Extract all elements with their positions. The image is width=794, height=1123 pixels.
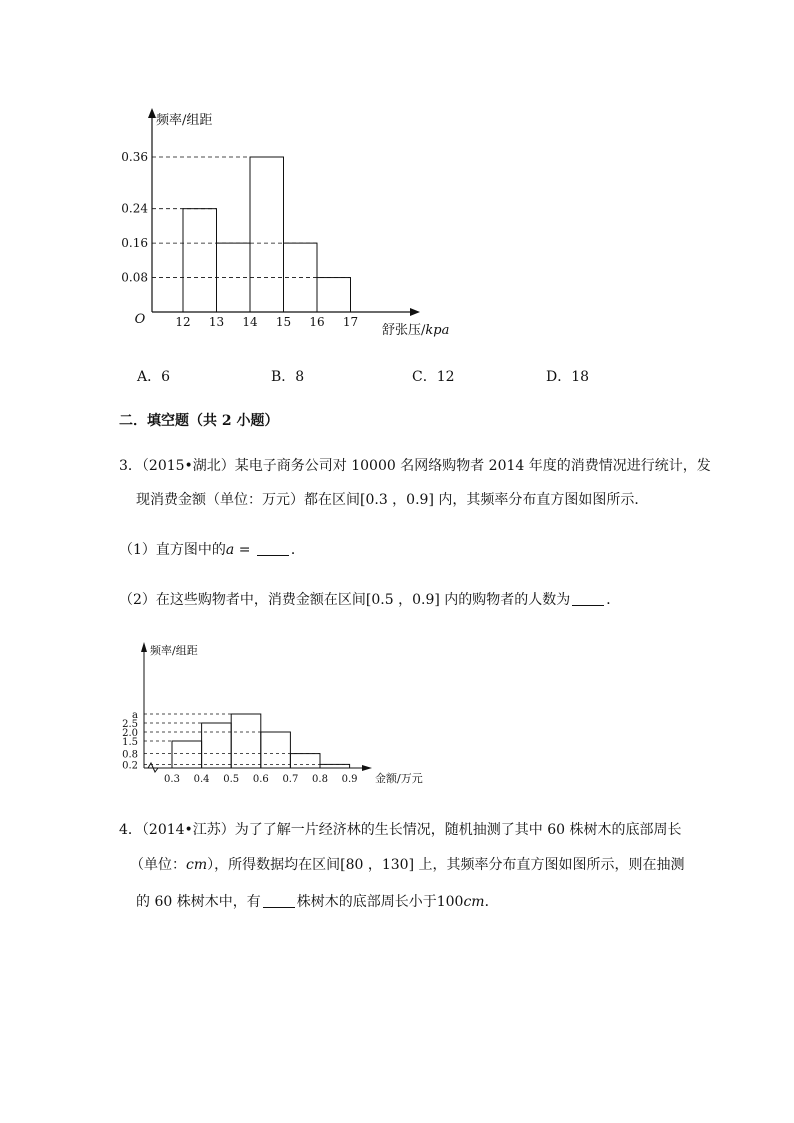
bar-16-17 xyxy=(317,278,351,312)
x-tick-label: 0.9 xyxy=(341,774,358,785)
x-tick-label: 0.4 xyxy=(193,774,210,785)
bar-0.5-0.6 xyxy=(231,714,261,768)
x-tick-label: 0.3 xyxy=(164,774,180,785)
y-tick-label: 0.2 xyxy=(122,760,138,772)
option-d[interactable]: D．18 xyxy=(546,369,590,385)
x-axis-title: 金额/万元 xyxy=(375,772,423,785)
bar-14-15 xyxy=(250,157,284,312)
x-axis-title-text: 舒张压/ xyxy=(382,323,426,338)
q3-sub2-blank[interactable] xyxy=(572,591,604,606)
bar-0.3-0.4 xyxy=(172,741,202,768)
q4-line2 xyxy=(130,855,684,875)
chart2-dashed-guides xyxy=(144,714,350,764)
y-tick-label: 0.8 xyxy=(122,749,138,761)
y-tick-label: 0.08 xyxy=(121,270,148,285)
q3-sub2-end: ． xyxy=(606,592,621,608)
chart1-labels xyxy=(121,112,449,338)
x-axis-arrow xyxy=(362,765,372,771)
q3-sub2 xyxy=(119,590,620,610)
y-tick-label: 0.16 xyxy=(121,236,148,251)
q3-sub2-text: （2）在这些购物者中，消费金额在区间[0.5 ，0.9] 内的购物者的人数为 xyxy=(119,592,571,608)
q4-line3-end: ． xyxy=(484,894,499,910)
chart1-dashed-guides xyxy=(152,157,351,278)
q4-line1: 4．（2014•江苏）为了了解一片经济林的生长情况，随机抽测了其中 60 株树木的底部周长 xyxy=(119,822,682,838)
y-axis-title: 频率/组距 xyxy=(150,644,198,657)
bar-12-13 xyxy=(183,209,217,312)
q3-sub1-var: a xyxy=(225,542,235,558)
q3-line2: 现消费金额（单位：万元）都在区间[0.3 ，0.9] 内，其频率分布直方图如图所示． xyxy=(136,492,649,508)
q3-sub1 xyxy=(119,540,305,560)
q3-sub1-blank[interactable] xyxy=(257,541,289,556)
chart2-axes xyxy=(141,642,372,772)
x-axis-arrow xyxy=(410,308,420,316)
q4-line3-unit: cm xyxy=(463,894,485,910)
q4-line3-num: 100 xyxy=(436,894,464,910)
q4-line3 xyxy=(136,892,499,912)
q3-sub1-end: ． xyxy=(290,542,305,558)
chart2-bars xyxy=(172,714,350,768)
bar-0.7-0.8 xyxy=(290,754,320,768)
y-tick-label: 1.5 xyxy=(122,737,138,748)
q4-line2-pre: （单位： xyxy=(130,857,186,873)
option-a[interactable]: A．6 xyxy=(137,369,171,385)
option-b[interactable]: B．8 xyxy=(271,369,305,385)
x-tick-label: 0.8 xyxy=(312,774,328,785)
origin-label: O xyxy=(134,312,146,327)
q4-blank[interactable] xyxy=(263,893,295,908)
chart1-bars xyxy=(183,157,351,312)
y-axis-title: 频率/组距 xyxy=(156,113,213,128)
chart2-labels xyxy=(122,643,423,785)
x-tick-label: 16 xyxy=(309,315,325,329)
q3-sub1-eq: = xyxy=(234,542,255,558)
spending-histogram xyxy=(110,638,440,790)
y-tick-label: 2.0 xyxy=(122,728,138,739)
bar-0.4-0.5 xyxy=(202,723,232,768)
option-c[interactable]: C．12 xyxy=(412,369,455,385)
x-tick-label: 0.6 xyxy=(252,774,269,785)
q4-line3-mid: 株树木的底部周长小于 xyxy=(296,894,437,910)
blood-pressure-histogram xyxy=(110,100,480,340)
y-axis-arrow xyxy=(141,642,147,652)
q4-line2-post: ），所得数据均在区间[80 ，130] 上，其频率分布直方图如图所示，则在抽测 xyxy=(207,857,685,873)
x-tick-label: 17 xyxy=(342,315,359,329)
x-tick-label: 14 xyxy=(242,315,258,329)
bar-0.6-0.7 xyxy=(261,732,291,768)
x-tick-label: 12 xyxy=(175,315,191,329)
x-tick-label: 0.7 xyxy=(282,774,299,785)
x-tick-label: 15 xyxy=(275,315,292,329)
q4-line2-unit: cm xyxy=(186,857,208,873)
x-tick-label: 0.5 xyxy=(223,774,240,785)
y-tick-label: 0.24 xyxy=(121,201,148,216)
x-tick-label: 13 xyxy=(208,315,225,329)
q3-sub1-text: （1）直方图中的 xyxy=(119,542,226,558)
bar-0.8-0.9 xyxy=(320,764,350,768)
q3-line1: 3．（2015•湖北）某电子商务公司对 10000 名网络购物者 2014 年度的消费情况进行统计，发 xyxy=(119,458,711,474)
y-tick-label: 0.36 xyxy=(121,150,148,164)
y-tick-label: 2.5 xyxy=(122,719,138,730)
y-axis-arrow xyxy=(148,108,156,118)
q4-line3-pre: 的 60 株树木中，有 xyxy=(136,894,261,910)
y-tick-label: a xyxy=(132,710,138,721)
x-axis-title xyxy=(382,323,449,338)
section-title: 二．填空题（共 2 小题） xyxy=(119,413,279,429)
x-axis-title-unit: kpa xyxy=(425,323,450,338)
